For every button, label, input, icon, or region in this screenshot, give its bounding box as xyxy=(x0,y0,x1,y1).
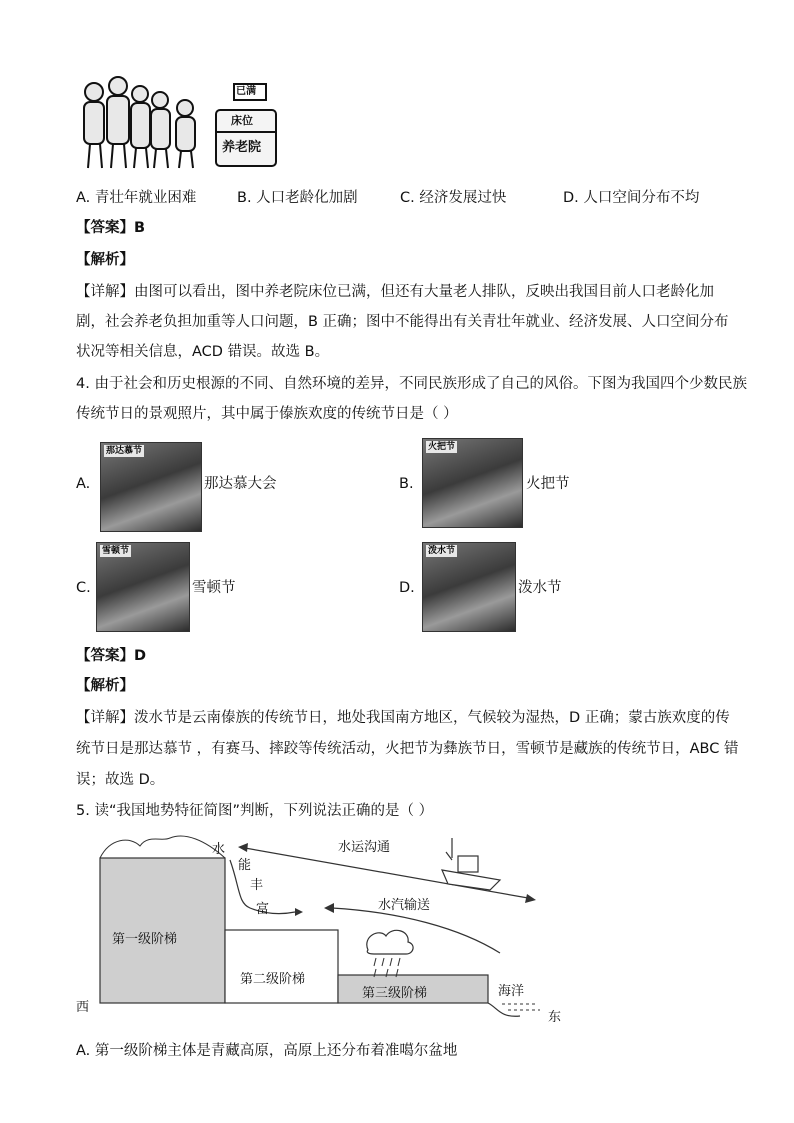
q3-detail-line-1: 【详解】由图可以看出，图中养老院床位已满，但还有大量老人排队，反映出我国目前人口老龄化加 xyxy=(76,284,714,300)
water-splashing-festival-photo xyxy=(422,542,516,632)
vapor-label: 水汽输送 xyxy=(378,898,431,913)
option-text: 青壮年就业困难 xyxy=(94,190,197,206)
nadam-festival-photo xyxy=(100,442,202,532)
q4-option-d-name: 泼水节 xyxy=(518,580,562,596)
q4-stem-line-2: 传统节日的景观照片，其中属于傣族欢度的传统节日是（ ） xyxy=(76,406,458,422)
option-text: 人口老龄化加剧 xyxy=(256,190,358,206)
q4-stem-line-1: 4. 由于社会和历史根源的不同、自然环境的差异，不同民族形成了自己的风俗。下图为我国四个少数民族 xyxy=(76,376,747,392)
q4-answer: 【答案】D xyxy=(76,648,147,664)
q3-option-c[interactable] xyxy=(400,186,506,207)
q4-detail-line-2: 统节日是那达慕节 ，有赛马、摔跤等传统活动，火把节为彝族节日，雪顿节是藏族的传统节日，ABC 错 xyxy=(76,741,739,757)
option-letter: B. xyxy=(237,190,252,206)
step-1-label: 第一级阶梯 xyxy=(112,932,178,947)
q3-options xyxy=(0,186,794,208)
q4-option-d-letter[interactable]: D. xyxy=(399,580,415,596)
cartoon-sign-nursing-home: 养老院 xyxy=(222,140,262,155)
q3-option-a[interactable] xyxy=(76,186,196,207)
option-letter: C. xyxy=(400,190,415,206)
water-char-3: 丰 xyxy=(250,878,264,893)
option-letter: A. xyxy=(76,190,91,206)
water-char-4: 富 xyxy=(256,902,270,917)
water-char-1: 水 xyxy=(212,842,226,857)
q3-option-d[interactable] xyxy=(563,186,699,207)
q4-option-a-letter[interactable]: A. xyxy=(76,476,91,492)
west-label: 西 xyxy=(76,1000,90,1015)
cartoon-sign-bed: 床位 xyxy=(231,114,253,127)
step-2-label: 第二级阶梯 xyxy=(240,972,306,987)
option-text: 人口空间分布不均 xyxy=(583,190,700,206)
q3-option-b[interactable] xyxy=(237,186,358,207)
q3-analysis-heading: 【解析】 xyxy=(76,252,134,268)
q4-option-a-name: 那达慕大会 xyxy=(204,476,277,492)
photo-caption: 那达慕节 xyxy=(106,446,143,456)
water-char-2: 能 xyxy=(238,858,252,873)
terrain-diagram xyxy=(70,828,590,1028)
elderly-queue-cartoon xyxy=(76,70,281,170)
q3-detail-line-3: 状况等相关信息，ACD 错误。故选 B。 xyxy=(76,344,330,360)
q5-stem: 5. 读“我国地势特征简图”判断，下列说法正确的是（ ） xyxy=(76,803,434,819)
torch-festival-photo xyxy=(422,438,523,528)
q5-option-a[interactable]: A. 第一级阶梯主体是青藏高原，高原上还分布着准噶尔盆地 xyxy=(76,1043,458,1059)
step-3-label: 第三级阶梯 xyxy=(362,986,428,1001)
shoton-festival-photo xyxy=(96,542,190,632)
east-label: 东 xyxy=(548,1010,562,1025)
q4-detail-line-3: 误；故选 D。 xyxy=(76,772,165,788)
ocean-label: 海洋 xyxy=(498,984,525,999)
q3-answer: 【答案】B xyxy=(76,220,146,236)
q3-detail-line-2: 剧，社会养老负担加重等人口问题，B 正确；图中不能得出有关青壮年就业、经济发展、人口空间分布 xyxy=(76,314,729,330)
photo-caption: 泼水节 xyxy=(428,546,456,556)
q4-option-b-name: 火把节 xyxy=(526,476,570,492)
photo-caption: 雪顿节 xyxy=(102,546,130,556)
option-text: 经济发展过快 xyxy=(419,190,507,206)
q4-option-c-letter[interactable]: C. xyxy=(76,580,91,596)
photo-caption: 火把节 xyxy=(428,442,456,452)
q4-option-c-name: 雪顿节 xyxy=(192,580,236,596)
shipping-label: 水运沟通 xyxy=(338,840,391,855)
option-letter: D. xyxy=(563,190,579,206)
cartoon-sign-small: 已满 xyxy=(236,86,256,97)
q4-analysis-heading: 【解析】 xyxy=(76,678,134,694)
q4-detail-line-1: 【详解】泼水节是云南傣族的传统节日，地处我国南方地区，气候较为湿热，D 正确；蒙古族欢度的传 xyxy=(76,710,730,726)
q4-option-b-letter[interactable]: B. xyxy=(399,476,414,492)
